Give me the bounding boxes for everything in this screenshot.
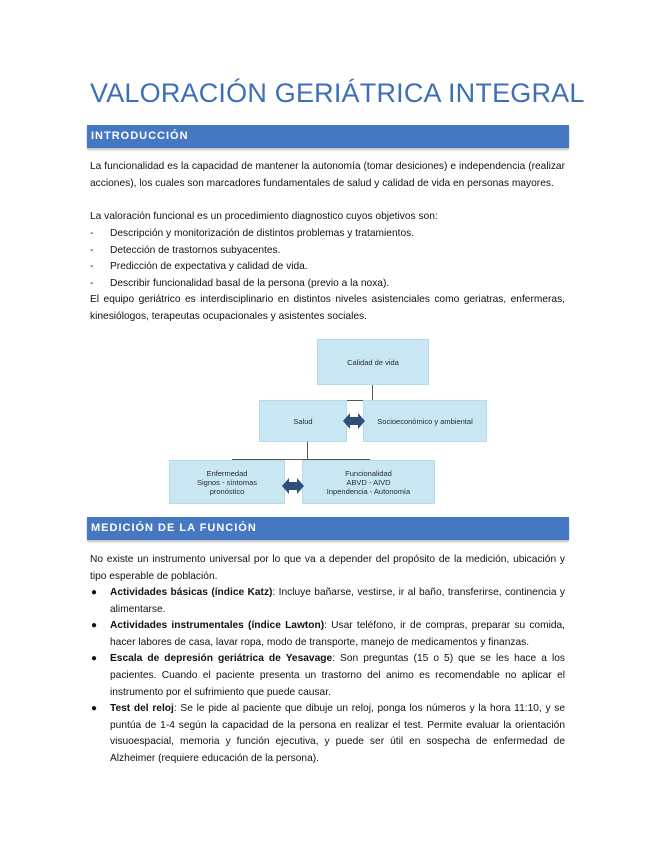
measure-paragraph-1: No existe un instrumento universal por lo que va a depender del propósito de la medición, ubicación y tipo esperable de población. xyxy=(90,554,565,582)
box-socioeconomico: Socioeconómico y ambiental xyxy=(363,400,487,442)
list-item: - Descripción y monitorización de distintos problemas y tratamientos. xyxy=(90,228,415,239)
connector-line xyxy=(372,385,373,401)
list-item: - Predicción de expectativa y calidad de vida. xyxy=(90,261,308,273)
section-heading-medicion: MEDICIÓN DE LA FUNCIÓN xyxy=(87,517,569,540)
section-heading-introduccion: INTRODUCCIÓN xyxy=(87,125,569,148)
list-item: ● Actividades básicas (índice Katz): Incluye bañarse, vestirse, ir al baño, transferirse, continencia y alimentarse. xyxy=(91,587,566,615)
double-arrow-icon xyxy=(343,413,365,429)
intro-paragraph-2: La valoración funcional es un procedimiento diagnostico cuyos objetivos son: xyxy=(90,211,438,222)
list-item: ● Test del reloj: Se le pide al paciente que dibuje un reloj, ponga los números y la hora 11:10, y se puntúa de 1-4 según la capacidad de la persona en realizar el test. Permite evaluar la orientación visuoespacial, memoria y función ejecutiva, y puede ser útil en sospecha de enfermedad de Alzheimer (requiere educación de la persona). xyxy=(91,703,566,764)
objectives-list xyxy=(90,226,565,292)
instruments-list xyxy=(90,585,565,768)
box-salud: Salud xyxy=(259,400,347,442)
intro-paragraph-1: La funcionalidad es la capacidad de mantener la autonomía (tomar desiciones) e independencia (realizar acciones), los cuales son marcadores fundamentales de salud y calidad de vida en personas mayores. xyxy=(90,161,565,189)
box-funcionalidad: Funcionalidad ABVD - AIVD Inpendencia - Autonomía xyxy=(302,460,435,504)
box-enfermedad: Enfermedad Signos - síntomas pronóstico xyxy=(169,460,285,504)
box-calidad-de-vida: Calidad de vida xyxy=(317,339,429,385)
list-item: ● Actividades instrumentales (índice Lawton): Usar teléfono, ir de compras, preparar su comida, hacer labores de casa, lavar ropa, modo de transporte, manejo de medicamentos y finanzas. xyxy=(91,620,565,648)
list-item: ● Escala de depresión geriátrica de Yesavage: Son preguntas (15 o 5) que se les hace a los pacientes. Cuando el paciente presenta un trastorno del animo es recomendable no aplicar el instrumento por el sufrimiento que puede causar. xyxy=(91,653,565,698)
page-title: VALORACIÓN GERIÁTRICA INTEGRAL xyxy=(90,78,585,108)
intro-paragraph-3: El equipo geriátrico es interdisciplinario en distintos niveles asistenciales como geriatras, enfermeras, kinesiólogos, terapeutas ocupacionales y asistentes sociales. xyxy=(90,294,565,322)
list-item: - Describir funcionalidad basal de la persona (previo a la noxa). xyxy=(90,277,390,289)
double-arrow-icon xyxy=(282,478,304,494)
connector-line xyxy=(307,442,308,460)
list-item: - Detección de trastornos subyacentes. xyxy=(90,244,281,256)
